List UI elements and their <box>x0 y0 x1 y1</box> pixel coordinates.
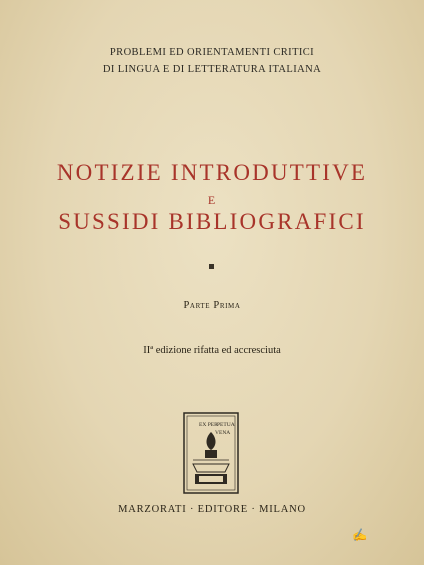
publisher-line: MARZORATI · EDITORE · MILANO <box>118 504 306 515</box>
emblem-motto-2: PETUA <box>217 422 235 428</box>
title-conjunction: E <box>207 193 217 207</box>
title-line-1: NOTIZIE INTRODUTTIVE <box>56 160 368 185</box>
edition-note: IIª edizione rifatta ed accresciuta <box>143 345 281 356</box>
part-label: Parte Prima <box>183 300 241 311</box>
emblem-motto-3: VENA <box>215 430 231 436</box>
series-heading <box>0 44 424 78</box>
title-line-2: SUSSIDI BIBLIOGRAFICI <box>58 209 366 234</box>
series-line-1: PROBLEMI ED ORIENTAMENTI CRITICI <box>109 47 315 58</box>
emblem-motto-1: EX PER <box>199 422 218 428</box>
volume-marker <box>209 264 214 269</box>
series-line-2: DI LINGUA E DI LETTERATURA ITALIANA <box>102 64 322 75</box>
publisher-emblem <box>183 412 239 494</box>
handwritten-mark: ✍ <box>351 527 368 543</box>
